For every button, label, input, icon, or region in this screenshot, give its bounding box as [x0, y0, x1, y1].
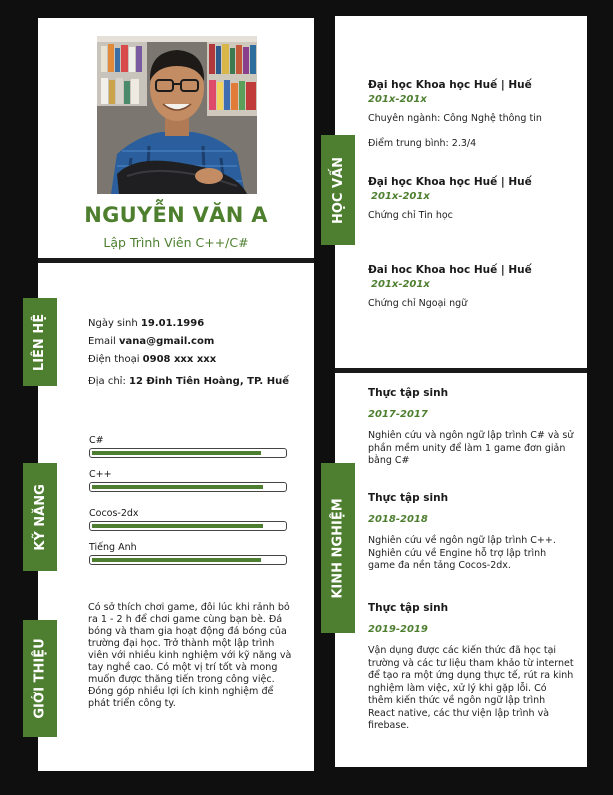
- skill-bar-fill: [92, 558, 261, 562]
- education-school: Đại học Khoa học Huế | Huế: [368, 79, 532, 91]
- skill-bar-fill: [92, 485, 263, 489]
- education-line: Điểm trung bình: 2.3/4: [368, 138, 477, 149]
- section-label-contact: LIÊN HỆ: [32, 313, 48, 371]
- contact-address: [88, 376, 289, 387]
- experience-panel: [335, 373, 587, 767]
- skill-bar-fill: [92, 451, 261, 455]
- section-label-experience: KINH NGHIỆM: [330, 497, 346, 599]
- education-years: 201x-201x: [371, 279, 430, 290]
- section-tab-contact: [23, 298, 57, 386]
- experience-role: Thực tập sinh: [368, 492, 449, 504]
- experience-description: Nghiên cứu và ngôn ngữ lập trình C# và sử phần mềm unity để làm 1 game đơn giản bằng C#: [368, 430, 574, 466]
- experience-role: Thực tập sinh: [368, 387, 449, 399]
- section-label-about: GIỚI THIỆU: [32, 638, 48, 719]
- skill-bar: [89, 555, 287, 565]
- contact-phone: [88, 354, 216, 365]
- phone-value: 0908 xxx xxx: [142, 354, 217, 365]
- email-label: Email: [88, 336, 116, 347]
- address-value: 12 Đinh Tiên Hoàng, TP. Huế: [129, 376, 289, 387]
- section-tab-experience: [321, 463, 355, 633]
- section-label-skills: KỸ NĂNG: [32, 483, 48, 551]
- profile-photo-image: [97, 36, 257, 194]
- birth-value: 19.01.1996: [140, 318, 205, 329]
- skill-item: [89, 469, 287, 492]
- education-item: [368, 176, 578, 221]
- birth-label: Ngày sinh: [88, 318, 138, 329]
- experience-description: Vận dụng được các kiến thức đã học tại trường và các tư liệu tham khảo từ internet để tạo ra một ứng dụng thực tế, rút ra kinh nghiệm làm việc, xử lý khi gặp lỗi. Có thêm kiến thức về ngôn ngữ lập trình React native, các thư viện lập trình và firebase.: [368, 645, 574, 731]
- skill-item: [89, 435, 287, 458]
- experience-item: [368, 387, 574, 468]
- education-line: Chứng chỉ Tin học: [368, 210, 453, 221]
- section-tab-about: [23, 620, 57, 737]
- contact-birthdate: [88, 318, 204, 329]
- skill-item: [89, 508, 287, 531]
- details-panel: [38, 263, 314, 771]
- skill-name: Tiếng Anh: [89, 542, 137, 553]
- education-school: Đai hoc Khoa hoc Huế | Huế: [368, 264, 532, 276]
- profile-job-title: Lập Trình Viên C++/C#: [103, 235, 249, 250]
- section-tab-skills: [23, 463, 57, 571]
- address-label: Địa chỉ:: [88, 376, 126, 387]
- education-school: Đại học Khoa học Huế | Huế: [368, 176, 532, 188]
- skill-bar: [89, 482, 287, 492]
- education-years: 201x-201x: [371, 191, 430, 202]
- experience-years: 2019-2019: [368, 624, 428, 635]
- phone-label: Điện thoại: [88, 354, 140, 365]
- education-panel: [335, 16, 587, 368]
- skill-item: [89, 542, 287, 565]
- education-item: [368, 264, 578, 309]
- education-years: 201x-201x: [368, 94, 427, 105]
- skill-bar: [89, 521, 287, 531]
- education-line: Chuyên ngành: Công Nghệ thông tin: [368, 113, 542, 124]
- experience-years: 2018-2018: [368, 514, 428, 525]
- skill-name: C++: [89, 469, 112, 480]
- experience-description: Nghiên cứu về ngôn ngữ lập trình C++. Nghiên cứu về Engine hỗ trợ lập trình game đa nền tảng Cocos-2dx.: [368, 535, 556, 571]
- profile-name: NGUYỄN VĂN A: [84, 203, 268, 227]
- skill-name: C#: [89, 435, 104, 446]
- profile-panel: [38, 18, 314, 258]
- profile-photo: [97, 36, 257, 194]
- skill-bar-fill: [92, 524, 263, 528]
- section-tab-education: [321, 135, 355, 245]
- education-line: Chứng chỉ Ngoại ngữ: [368, 298, 468, 309]
- skill-name: Cocos-2dx: [89, 508, 139, 519]
- experience-item: [368, 602, 574, 733]
- contact-email: [88, 336, 214, 347]
- education-item: [368, 79, 578, 149]
- skill-bar: [89, 448, 287, 458]
- email-value: vana@gmail.com: [118, 336, 215, 347]
- experience-role: Thực tập sinh: [368, 602, 449, 614]
- section-label-education: HỌC VẤN: [330, 156, 346, 224]
- experience-item: [368, 492, 574, 573]
- about-text: Có sở thích chơi game, đôi lúc khi rảnh bỏ ra 1 - 2 h để chơi game cùng bạn bè. Đá bóng và tham gia hoạt động đá bóng của trường đại học. Trở thành một lập trình viên với nhiều kinh nghiệm với kỹ năng và tay nghề cao. Có một vị trí tốt và mong muốn được thăng tiến trong công việc. Đóng góp nhiều lợi ích kinh nghiệm để phát triển công ty.: [88, 602, 292, 709]
- experience-years: 2017-2017: [368, 409, 428, 420]
